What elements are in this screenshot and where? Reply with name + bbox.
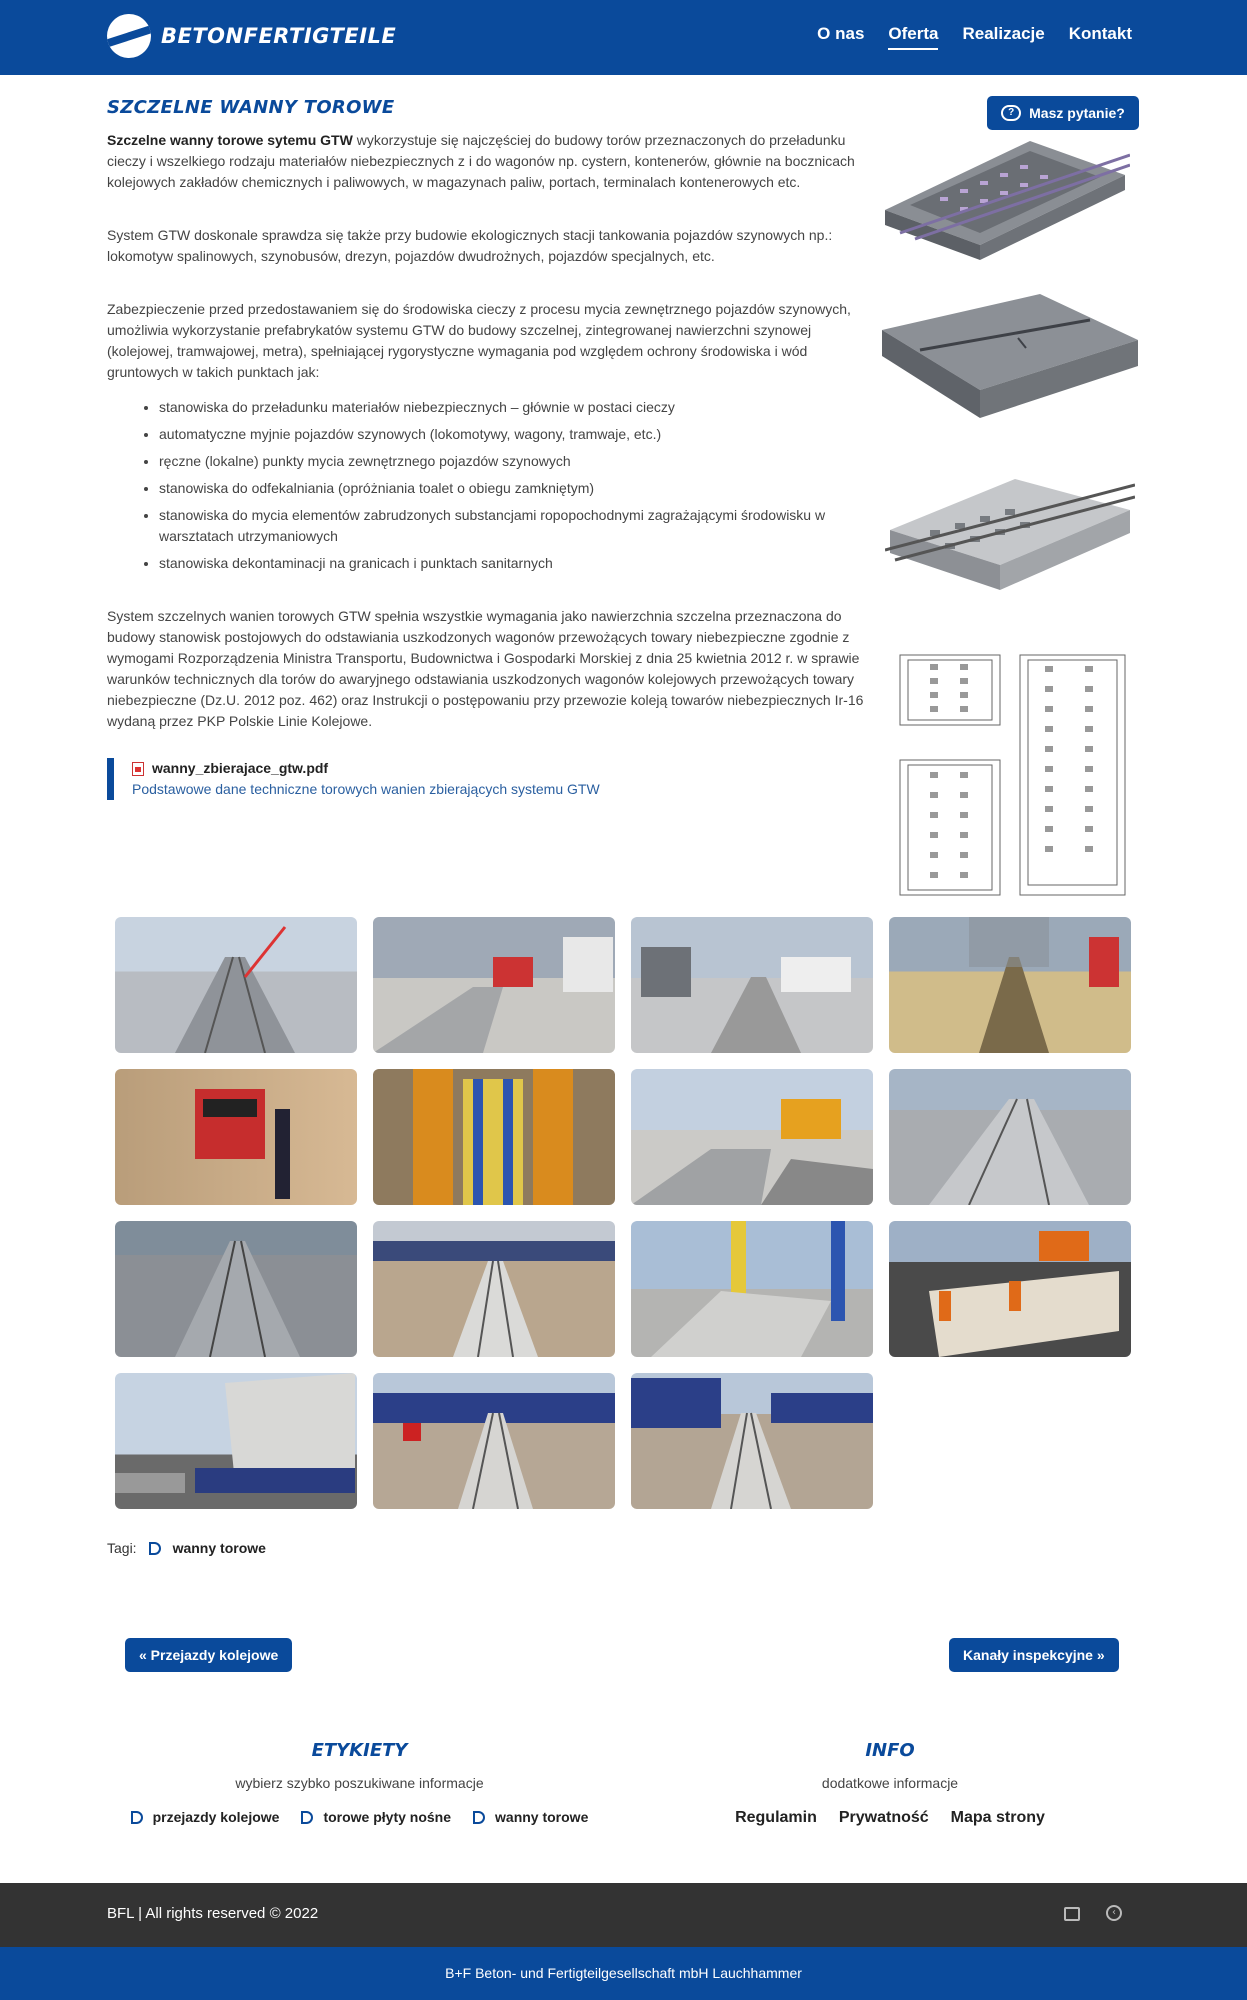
gallery-photo[interactable] [631,1373,873,1509]
list-item: • stanowiska dekontaminacji na granicach i punktach sanitarnych [159,553,867,574]
gallery-photo[interactable] [115,1373,357,1509]
tag-icon [131,1811,143,1824]
pdf-description[interactable]: Podstawowe dane techniczne torowych wanien zbierających systemu GTW [132,781,600,797]
footer-tag[interactable] [301,1809,451,1825]
logo[interactable] [107,14,396,58]
nav-item-realizacje[interactable]: Realizacje [962,24,1045,43]
paragraph-3: Zabezpieczenie przed przedostawaniem się do środowiska cieczy z procesu mycia zewnętrznego pojazdów szynowych, umożliwia wykorzystanie prefabrykatów systemu GTW do budowy szczelnej, zintegrowanej nawierzchni szynowej (kolejowej, tramwajowej, metra), spełniającej rygorystyczne wymagania pod względem ochrony środowiska i wód gruntowych w takich punktach jak: [107,301,851,380]
site-header [0,0,1247,75]
tag-link[interactable]: wanny torowe [172,1540,266,1556]
gallery-photo[interactable] [631,1221,873,1357]
company-bar: B+F Beton- und Fertigteilgesellschaft mbH Lauchhammer [0,1947,1247,2000]
etykiety-tag-list [107,1809,612,1825]
gallery-photo[interactable] [889,917,1131,1053]
gallery-photo[interactable] [889,1069,1131,1205]
gallery-photo[interactable] [373,1221,615,1357]
paragraph-2: System GTW doskonale sprawdza się także przy budowie ekologicznych stacji tankowania pojazdów szynowych np.: lokomotyw spalinowych, szynobusów, drezyn, pojazdów dwudrożnych, pojazdów specjalnych, etc. [107,227,833,264]
back-icon[interactable]: ‹ [1106,1905,1122,1921]
ask-question-button[interactable] [987,96,1139,130]
nav-item-oferta[interactable]: Oferta [888,24,938,50]
photo-gallery [115,917,1131,1509]
intro-rest: wykorzystuje się najczęściej do budowy torów przeznaczonych do przeładunku cieczy i wszelkiego rodzaju materiałów niebezpiecznych z i do wagonów np. cystern, kontenerów, głównie na bocznicach kolejowych zakładów chemicznych i paliwowych, w magazynach paliw, portach, terminalach kontenerowych etc. [107,132,855,190]
tags-label: Tagi: [107,1540,137,1556]
footer-tag-label[interactable]: przejazdy kolejowe [152,1809,280,1825]
gallery-photo[interactable] [373,1069,615,1205]
nav-item-o-nas[interactable]: O nas [817,24,865,43]
tags-line [107,1540,266,1556]
ask-question-label: Masz pytanie? [1029,105,1125,121]
pdf-file[interactable] [132,758,867,779]
print-icon[interactable] [1064,1907,1080,1921]
list-item: • stanowiska do przeładunku materiałów niebezpiecznych – głównie w postaci cieczy [159,397,867,418]
main-content [107,97,867,800]
product-image-3[interactable] [885,475,1135,595]
info-subtitle: dodatkowe informacje [821,1775,959,1791]
etykiety-title: ETYKIETY [311,1740,408,1761]
regulamin-link[interactable]: Regulamin [735,1809,817,1826]
pdf-download[interactable] [107,758,867,800]
main-nav [817,24,1132,50]
pdf-file-name[interactable]: wanny_zbierajace_gtw.pdf [152,760,329,776]
sitemap-link[interactable]: Mapa strony [950,1809,1045,1826]
etykiety-column [107,1740,612,1825]
pdf-icon [132,762,144,776]
paragraph-4: System szczelnych wanien torowych GTW spełnia wszystkie wymagania jako nawierzchnia szczelna przeznaczona do budowy stanowisk postojowych do odstawiania uszkodzonych wagonów przewożących towary niebezpieczne zgodnie z wymogami Rozporządzenia Ministra Transportu, Budownictwa i Gospodarki Morskiej z dnia 25 kwietnia 2012 r. w sprawie warunków technicznych dla torów do awaryjnego odstawiania uszkodzonych wagonów kolejowych przewożących towary niebezpieczne (Dz.U. 2012 poz. 462) oraz Instrukcji o postępowaniu przy przewozie koleją towarów niebezpiecznych Ir-16 wydaną przez PKP Polskie Linie Kolejowe. [107,608,864,729]
tag-icon [301,1811,313,1824]
footer-tag-label[interactable]: torowe płyty nośne [323,1809,452,1825]
next-page-button[interactable]: Kanały inspekcyjne » [949,1638,1119,1672]
intro-bold: Szczelne wanny torowe sytemu GTW [107,132,353,148]
info-column [680,1740,1100,1827]
copyright-bar [0,1883,1247,1947]
page-title: SZCZELNE WANNY TOROWE [107,97,395,118]
product-image-1[interactable] [880,135,1130,265]
gallery-photo[interactable] [631,917,873,1053]
intro-paragraph [107,130,867,193]
copyright-text: BFL | All rights reserved © 2022 [107,1905,319,1922]
list-item: • automatyczne myjnie pojazdów szynowych (lokomotywy, wagony, tramwaje, etc.) [159,424,867,445]
logo-icon [107,14,151,58]
list-item: • stanowiska do mycia elementów zabrudzonych substancjami ropopochodnymi zagrażającymi środowisku w warsztatach utrzymaniowych [159,505,867,547]
gallery-photo[interactable] [115,1069,357,1205]
prev-page-button[interactable]: « Przejazdy kolejowe [125,1638,292,1672]
tag-icon [473,1811,485,1824]
tag-icon [149,1542,161,1555]
info-title: INFO [865,1740,915,1761]
list-item: • ręczne (lokalne) punkty mycia zewnętrznego pojazdów szynowych [159,451,867,472]
gallery-photo[interactable] [373,1373,615,1509]
logo-text: BETONFERTIGTEILE [161,24,397,48]
footer-tag[interactable] [131,1809,280,1825]
bullet-list [159,397,867,574]
footer-tag[interactable] [473,1809,588,1825]
technical-drawing[interactable] [890,650,1130,900]
nav-item-kontakt[interactable]: Kontakt [1068,24,1132,43]
etykiety-subtitle: wybierz szybko poszukiwane informacje [235,1775,484,1791]
gallery-photo[interactable] [115,1221,357,1357]
product-image-2[interactable] [880,290,1140,425]
gallery-photo[interactable] [889,1221,1131,1357]
info-links [680,1809,1100,1827]
chat-icon: ? [1001,105,1021,121]
gallery-photo[interactable] [115,917,357,1053]
privacy-link[interactable]: Prywatność [838,1809,929,1826]
list-item: • stanowiska do odfekalniania (opróżniania toalet o obiegu zamkniętym) [159,478,867,499]
gallery-photo[interactable] [373,917,615,1053]
footer-tag-label[interactable]: wanny torowe [495,1809,589,1825]
gallery-photo[interactable] [631,1069,873,1205]
